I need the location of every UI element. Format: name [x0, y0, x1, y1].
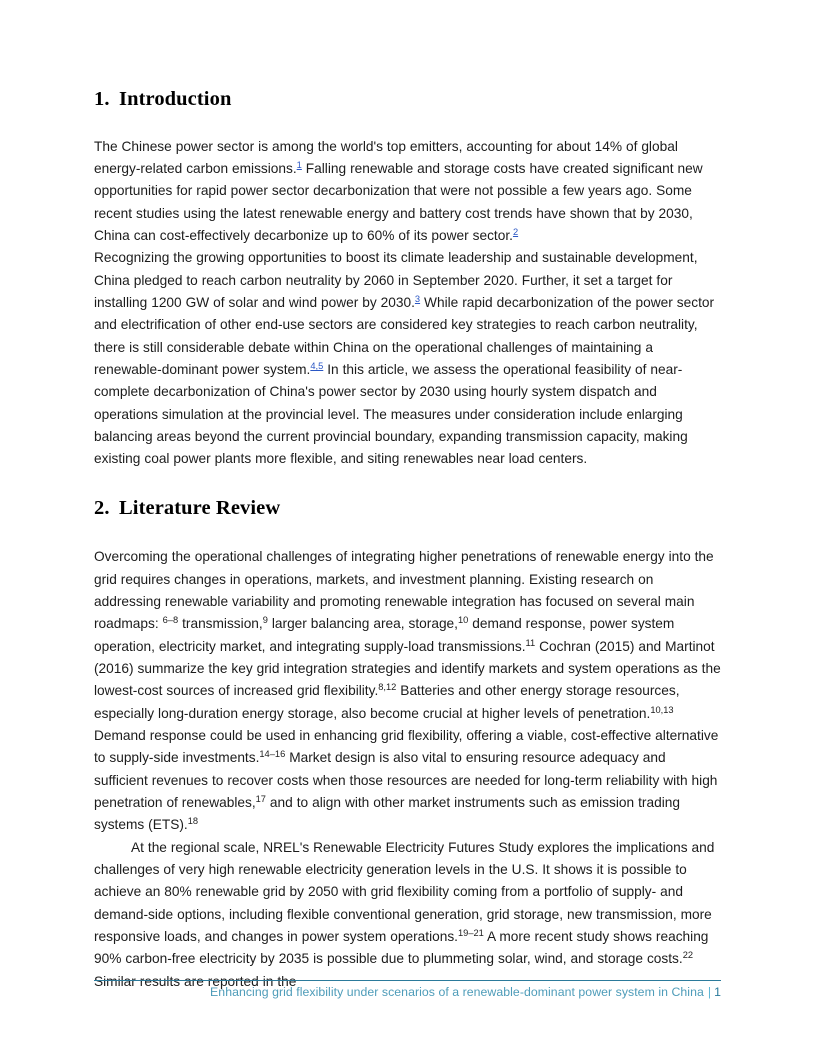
- citation-marker: 9: [262, 615, 268, 626]
- citation-marker: 22: [682, 950, 694, 961]
- citation-marker: 10: [457, 615, 469, 626]
- spacer: [94, 520, 721, 546]
- section-heading-introduction: [94, 88, 721, 112]
- page-footer: [94, 980, 721, 999]
- document-body: [94, 88, 721, 993]
- spacer: [94, 112, 721, 136]
- paragraph-intro-1: The Chinese power sector is among the world's top emitters, accounting for about 14% of global energy-related carbon emissions.$^1$ Falling renewable and storage costs have created significant new opportunities for rapid power sector decarbonization that were not possible a few years ago. Some recent studies using the latest renewable energy and battery cost trends have shown that by 2030, China can cost-effectively decarbonize up to 60% of its power sector.$^2$: [94, 138, 703, 243]
- spacer: [94, 471, 721, 497]
- footer-separator: |: [707, 985, 712, 999]
- section-title: Introduction: [119, 88, 232, 110]
- paragraph-literature-2: At the regional scale, NREL's Renewable Electricity Futures Study explores the implications and challenges of very high renewable electricity generation levels in the U.S. It shows it is possible to achieve an 80% renewable grid by 2050 with grid flexibility coming from a portfolio of supply- and demand-side options, including flexible conventional generation, grid storage, new transmission, more responsive loads, and changes in power system operations.$^{19-21}$ A more recent study shows reaching 90% carbon-free electricity by 2035 is possible due to plummeting solar, wind, and storage costs.$^{22}$ Similar results are reported in the: [94, 839, 715, 989]
- section-title: Literature Review: [119, 496, 281, 519]
- paragraph-literature-1: Overcoming the operational challenges of integrating higher penetrations of renewable energy into the grid requires changes in operations, markets, and investment planning. Existing research on addressing renewable variability and promoting renewable integration has focused on several main roadmaps: $^{6-8}$ transmission,$^9$ larger balancing area, storage,$^{10}$ demand response, power system operation, electricity market, and integrating supply-load transmissions.$^{11}$ Cochran (2015) and Martinot (2016) summarize the key grid integration strategies and identify markets and system operations as the lowest-cost sources of increased grid flexibility.$^{8,12}$ Batteries and other energy storage resources, especially long-duration energy storage, also become crucial at higher levels of penetration.$^{10,13}$ Demand response could be used in enhancing grid flexibility, offering a viable, cost-effective alternative to supply-side investments.$^{14-16}$ Market design is also vital to ensuring resource adequacy and sufficient revenues to recover costs when those resources are needed for long-term reliability with high penetration of renewables,$^{17}$ and to align with other market instruments such as emission trading systems (ETS).$^{18}$: [94, 549, 721, 833]
- citation-marker: 19–21: [457, 928, 484, 939]
- citation-marker: 14–16: [259, 749, 286, 760]
- citation-marker: 11: [525, 637, 536, 648]
- footer-divider: [94, 980, 721, 981]
- citation-link[interactable]: 4,5: [310, 361, 324, 371]
- citation-link[interactable]: 3: [414, 293, 421, 304]
- citation-marker: 6–8: [162, 615, 179, 626]
- section-heading-literature-review: [94, 497, 721, 521]
- citation-marker: 8,12: [378, 682, 397, 693]
- citation-marker: 18: [187, 816, 199, 827]
- section-number: 1.: [94, 88, 110, 110]
- citation-link[interactable]: 1: [296, 159, 302, 170]
- footer-content: [94, 985, 721, 999]
- paragraph-intro-2: Recognizing the growing opportunities to boost its climate leadership and sustainable development, China pledged to reach carbon neutrality by 2060 in September 2020. Further, it set a target for installing 1200 GW of solar and wind power by 2030.$^3$ While rapid decarbonization of the power sector and electrification of other end-use sectors are considered key strategies to reach carbon neutrality, there is still considerable debate within China on the operational challenges of maintaining a renewable-dominant power system.$^{4,5}$ In this article, we assess the operational feasibility of near-complete decarbonization of China's power sector by 2030 using hourly system dispatch and operations simulation at the provincial level. The measures under consideration include enlarging balancing areas beyond the current provincial boundary, expanding transmission capacity, making existing coal power plants more flexible, and siting renewables near load centers.: [94, 250, 715, 467]
- citation-marker: 17: [255, 794, 266, 805]
- page-number: 1: [714, 985, 721, 999]
- citation-link[interactable]: 2: [512, 226, 519, 237]
- section-number: 2.: [94, 496, 110, 519]
- footer-title: Enhancing grid flexibility under scenarios of a renewable-dominant power system in China: [210, 985, 704, 999]
- citation-marker: 10,13: [650, 704, 674, 715]
